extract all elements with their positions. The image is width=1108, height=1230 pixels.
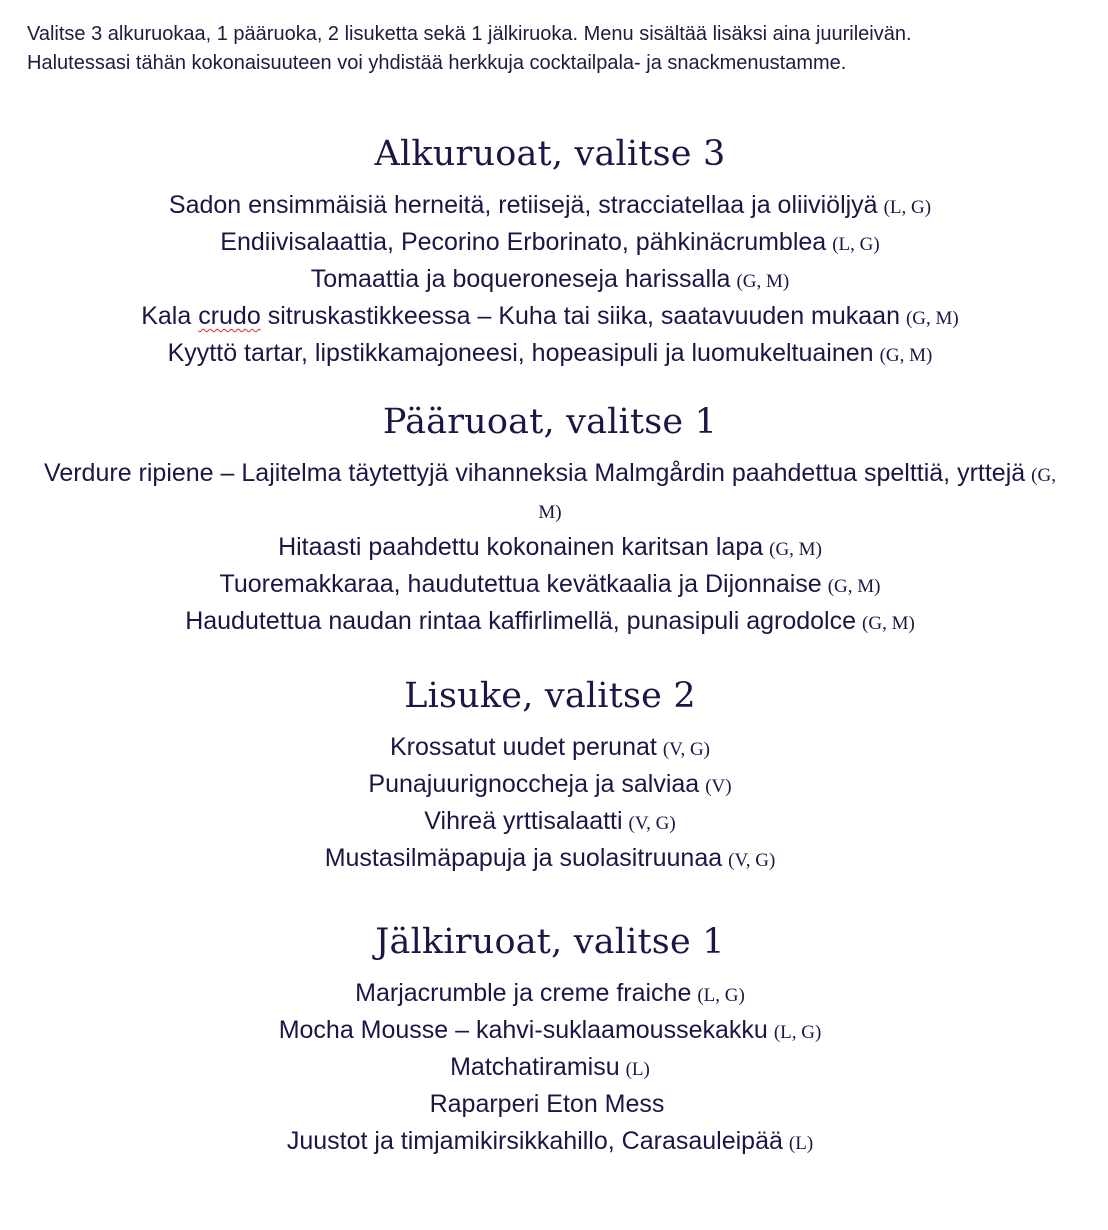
diet-tags: (V, G) [662,739,710,760]
diet-tags: (L) [625,1059,650,1080]
menu-item [0,730,1100,767]
item-text: Punajuurignoccheja ja salviaa [368,770,700,798]
starters-section [0,132,1100,373]
item-text: Marjacrumble ja creme fraiche [355,979,692,1007]
menu-item [0,225,1100,262]
item-text: Matchatiramisu [450,1053,620,1081]
menu-item [0,804,1100,841]
menu-list [0,456,1100,641]
item-text: Hitaasti paahdettu kokonainen karitsan lapa [278,533,764,561]
item-text: Kyyttö tartar, lipstikkamajoneesi, hopeasipuli ja luomukeltuainen [167,339,874,367]
menu-item [0,188,1100,225]
diet-tags: (V) [705,776,732,797]
menu-item [0,976,1100,1013]
intro-text: Valitse 3 alkuruokaa, 1 pääruoka, 2 lisuketta sekä 1 jälkiruoka. Menu sisältää lisäksi aina juurileivän. Halutessasi tähän kokonaisuuteen voi yhdistää herkkuja cocktailpala- ja snackmenustamme. [27,23,912,74]
item-text: Tuoremakkaraa, haudutettua kevätkaalia ja Dijonnaise [219,570,822,598]
menu-item [0,841,1100,878]
diet-tags: (G, M) [862,613,915,634]
menu-item [0,262,1100,299]
menu-list [0,730,1100,878]
menu-list [0,188,1100,373]
section-title: Pääruoat, valitse 1 [382,402,718,442]
diet-tags: (G, M) [905,308,959,329]
diet-tags: (L, G) [773,1022,822,1043]
item-text: Haudutettua naudan rintaa kaffirlimellä, punasipuli agrodolce [185,607,857,635]
spellcheck-word: crudo [198,302,261,330]
menu-item [0,336,1100,373]
menu-item [0,604,1100,641]
diet-tags: (G, M) [538,465,1056,523]
item-text: Mustasilmäpapuja ja suolasitruunaa [324,844,723,872]
item-text: Kala [141,302,199,330]
diet-tags: (L, G) [883,197,932,218]
diet-tags: (G, M) [736,271,790,292]
diet-tags: (V, G) [628,813,676,834]
menu-item [0,567,1100,604]
menu-item [0,530,1100,567]
item-text: Tomaattia ja boqueroneseja harissalla [310,265,731,293]
item-text: Verdure ripiene – Lajitelma täytettyjä vihanneksia Malmgårdin paahdettua spelttiä, yrttejä [44,459,1026,487]
menu-item [0,767,1100,804]
item-text: Sadon ensimmäisiä herneitä, retiisejä, stracciatellaa ja oliiviöljyä [168,191,878,219]
item-text: Juustot ja timjamikirsikkahillo, Carasauleipää [286,1127,783,1155]
diet-tags: (G, M) [769,539,822,560]
diet-tags: (V, G) [728,850,776,871]
mains-section [0,400,1100,641]
section-title: Alkuruoat, valitse 3 [374,134,726,174]
diet-tags: (L, G) [832,234,880,255]
diet-tags: (L) [788,1133,814,1154]
menu-item [0,1087,1100,1124]
menu-item [0,1013,1100,1050]
item-text: Endiivisalaattia, Pecorino Erborinato, pähkinäcrumblea [220,228,827,256]
diet-tags: (G, M) [879,345,933,366]
diet-tags: (L, G) [697,985,745,1006]
menu-list [0,976,1100,1161]
menu-item [0,1124,1100,1161]
item-text: Krossatut uudet perunat [389,733,657,761]
item-text: Vihreä yrttisalaatti [424,807,623,835]
section-title: Jälkiruoat, valitse 1 [375,922,725,962]
menu-item [0,456,1100,530]
menu-item [0,299,1100,336]
item-text: Mocha Mousse – kahvi-suklaamoussekakku [278,1016,768,1044]
menu-item [0,1050,1100,1087]
diet-tags: (G, M) [827,576,881,597]
desserts-section [0,920,1100,1161]
sides-section [0,674,1100,878]
section-title: Lisuke, valitse 2 [404,676,696,716]
item-text: sitruskastikkeessa – Kuha tai siika, saatavuuden mukaan [260,302,900,330]
item-text: Raparperi Eton Mess [429,1090,665,1118]
